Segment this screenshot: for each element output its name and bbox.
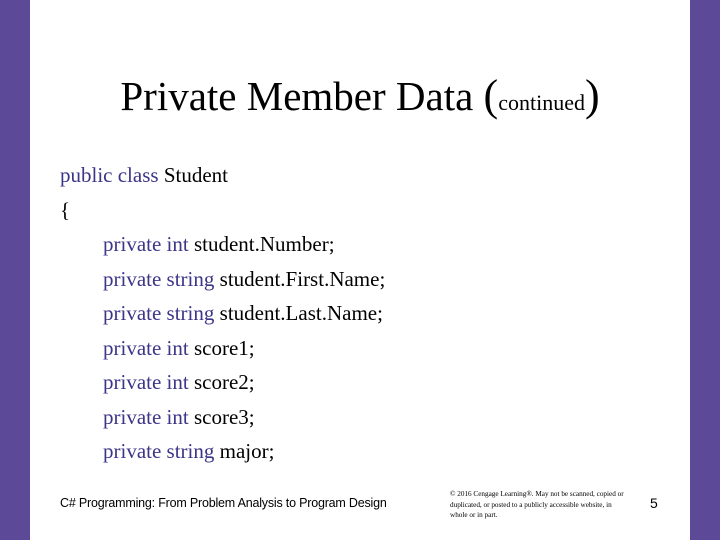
code-line-field: [60, 262, 660, 297]
code-text: score2;: [188, 370, 255, 394]
code-line-open-brace: [60, 193, 660, 228]
code-text: {: [60, 197, 71, 222]
title-open-paren: (: [483, 71, 499, 120]
right-side-bar: [690, 0, 720, 540]
code-text: student.Number;: [188, 232, 335, 256]
code-line-field: [60, 296, 660, 331]
code-keyword: private string: [103, 439, 215, 463]
code-line-field: [60, 400, 660, 435]
code-line-field: [60, 227, 660, 262]
code-text: student.First.Name;: [214, 266, 386, 291]
footer-book-title: C# Programming: From Problem Analysis to Program Design: [60, 496, 387, 510]
code-text: student.Last.Name;: [214, 301, 383, 325]
code-line-class-declaration: [60, 158, 660, 193]
code-line-field: [60, 434, 660, 469]
code-keyword: private string: [103, 266, 215, 291]
code-keyword: private int: [103, 335, 189, 360]
code-line-field: [60, 331, 660, 366]
slide-title: [30, 66, 690, 133]
title-continued: continued: [498, 90, 585, 115]
code-keyword: private string: [103, 301, 215, 325]
code-keyword: private int: [103, 232, 189, 256]
footer-copyright: © 2016 Cengage Learning®. May not be scanned, copied or duplicated, or posted to a publicly accessible website, in whole or in part.: [450, 490, 624, 519]
code-keyword: private int: [103, 370, 189, 394]
title-close-paren: ): [584, 71, 600, 120]
code-text: score1;: [188, 335, 255, 360]
title-main: Private Member Data: [120, 73, 484, 119]
code-text: major;: [214, 439, 275, 463]
code-text: Student: [158, 163, 228, 187]
left-side-bar: [0, 0, 30, 540]
slide-number: 5: [650, 495, 658, 511]
code-line-field: [60, 365, 660, 400]
code-keyword: private int: [103, 404, 189, 429]
code-block: [60, 158, 660, 469]
code-keyword: public class: [60, 163, 159, 187]
code-text: score3;: [188, 404, 255, 429]
